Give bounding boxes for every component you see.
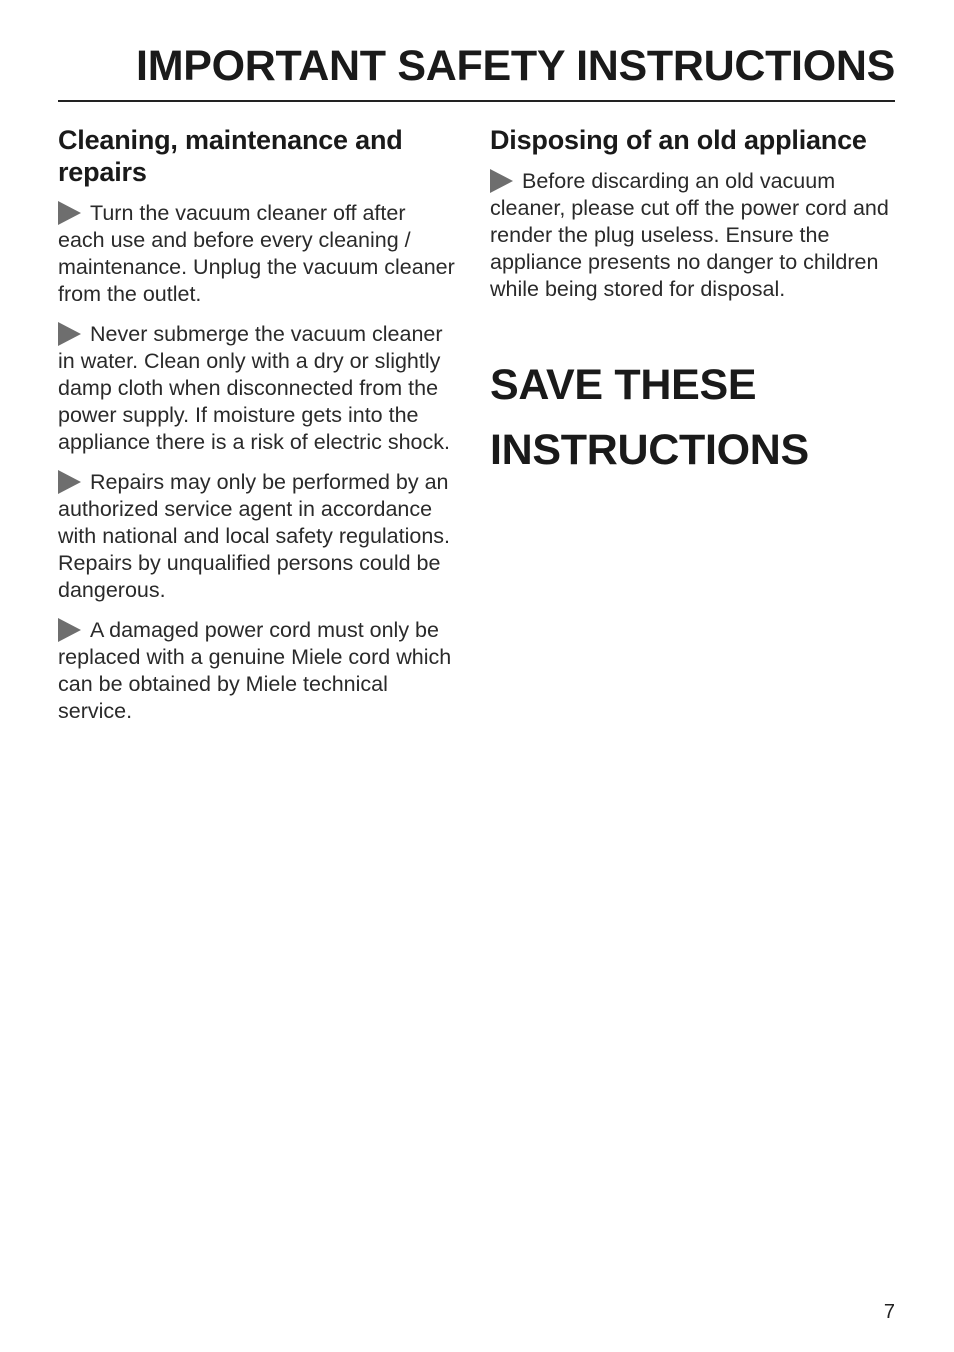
page-number: 7 <box>883 1301 895 1323</box>
bullet-item <box>490 168 890 303</box>
page-title: IMPORTANT SAFETY INSTRUCTIONS <box>136 42 895 90</box>
section-heading: Cleaning, maintenance and repairs <box>58 125 403 187</box>
bullet-item <box>58 469 458 604</box>
bullet-item <box>58 200 458 308</box>
bullet-item <box>58 321 458 456</box>
save-instructions-heading <box>490 353 890 483</box>
section-heading: Disposing of an old appliance <box>490 125 867 155</box>
section-disposing <box>490 124 890 483</box>
arrow-right-icon <box>58 322 81 346</box>
bullet-text: A damaged power cord must only be replaced with a genuine Miele cord which can be obtained by Miele technical service. <box>58 618 452 723</box>
save-heading-line: INSTRUCTIONS <box>490 426 809 474</box>
bullet-text: Before discarding an old vacuum cleaner, please cut off the power cord and render the plug useless. Ensure the appliance presents no danger to children while being stored for disposal. <box>490 169 889 301</box>
save-heading-line: SAVE THESE <box>490 361 757 409</box>
bullet-text: Turn the vacuum cleaner off after each use and before every cleaning / maintenance. Unplug the vacuum cleaner from the outlet. <box>58 201 455 306</box>
arrow-right-icon <box>490 169 513 193</box>
arrow-right-icon <box>58 201 81 225</box>
arrow-right-icon <box>58 470 81 494</box>
bullet-text: Repairs may only be performed by an authorized service agent in accordance with national and local safety regulations. Repairs by unqualified persons could be dangerous. <box>58 470 451 602</box>
bullet-item <box>58 617 458 725</box>
page-header <box>58 38 895 102</box>
section-cleaning-maintenance <box>58 124 458 738</box>
bullet-text: Never submerge the vacuum cleaner in water. Clean only with a dry or slightly damp cloth when disconnected from the power supply. If moisture gets into the appliance there is a risk of electric shock. <box>58 322 450 454</box>
arrow-right-icon <box>58 618 81 642</box>
